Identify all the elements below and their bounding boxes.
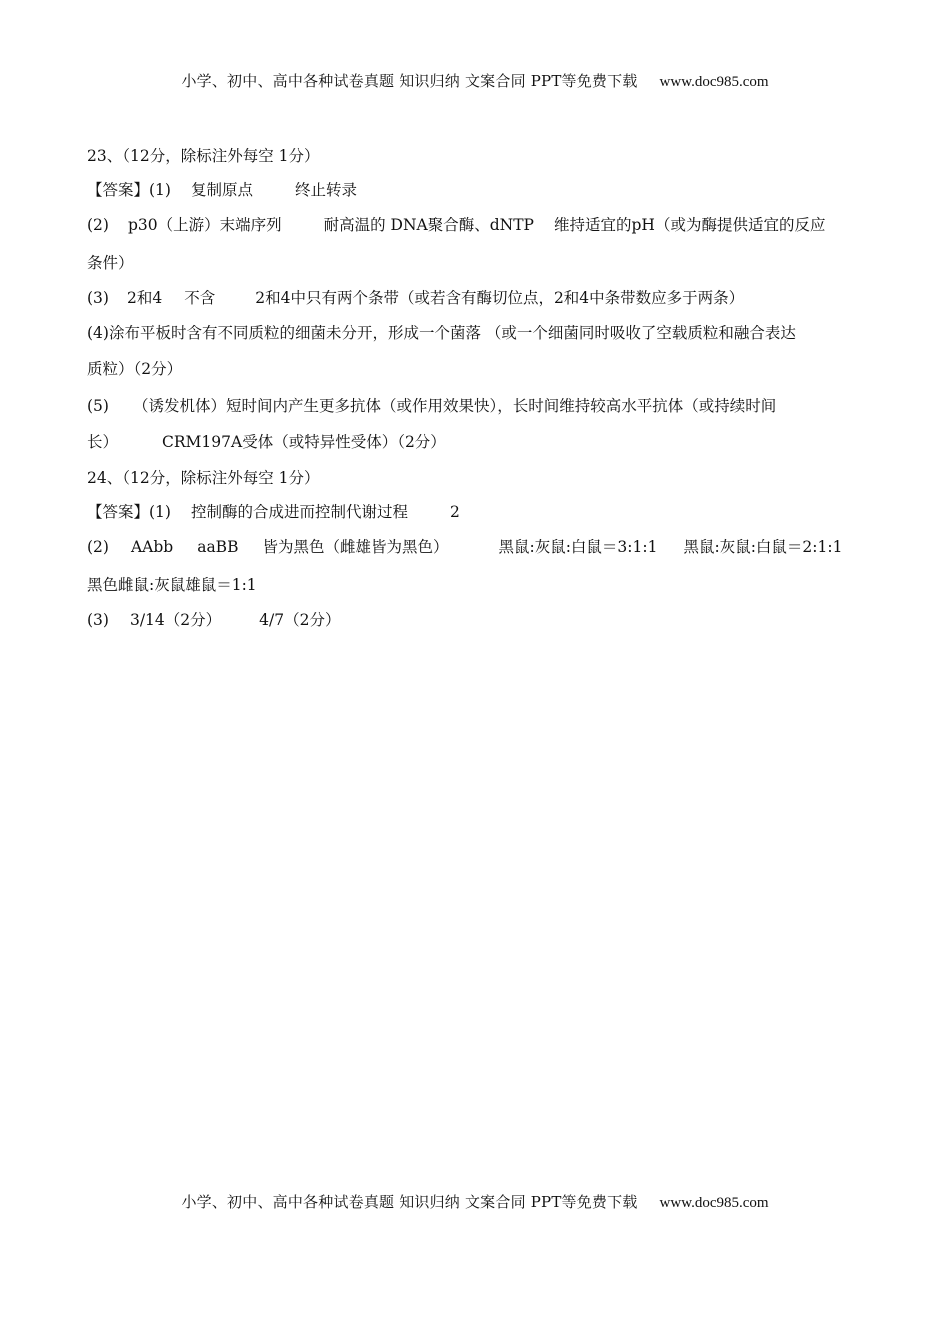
q23-title: 23、（12分，除标注外每空 1分） (87, 147, 320, 165)
answer-text: 2和4 (126, 289, 163, 307)
q23-answer-4-line2: 质粒）（2分） (87, 360, 183, 378)
q24-answer-3 (87, 609, 340, 631)
header-url[interactable]: www.doc985.com (659, 74, 769, 90)
answer-text: 控制酶的合成进而控制代谢过程 (190, 503, 408, 521)
answer-text: 2 (449, 503, 460, 521)
answer-label: (5) (87, 397, 109, 415)
q24-answer-2 (87, 536, 842, 558)
answer-text: p30（上游）末端序列 (127, 216, 282, 234)
header-text: 小学、初中、高中各种试卷真题 知识归纳 文案合同 PPT等免费下载 (181, 72, 638, 90)
q23-answer-2-cont: 条件） (87, 254, 134, 272)
q23-answer-1 (87, 179, 357, 201)
answer-text: 终止转录 (294, 181, 357, 199)
page-header (0, 70, 950, 91)
footer-url[interactable]: www.doc985.com (659, 1195, 769, 1211)
answer-label: (3) (87, 289, 109, 307)
answer-text: 维持适宜的pH（或为酶提供适宜的反应 (554, 216, 826, 234)
answer-label: 【答案】(1) (87, 181, 171, 199)
answer-text: 复制原点 (190, 181, 253, 199)
answer-label: 【答案】(1) (87, 503, 171, 521)
answer-label: (2) (87, 538, 109, 556)
answer-text: 2和4中只有两个条带（或若含有酶切位点，2和4中条带数应多于两条） (255, 289, 745, 307)
footer-text: 小学、初中、高中各种试卷真题 知识归纳 文案合同 PPT等免费下载 (181, 1193, 638, 1211)
answer-text: 长） (87, 433, 119, 451)
q23-answer-4-line1: (4)涂布平板时含有不同质粒的细菌未分开，形成一个菌落 （或一个细菌同时吸收了空载质粒和融合表达 (87, 324, 796, 342)
answer-label: (3) (87, 611, 109, 629)
answer-text: AAbb (130, 538, 174, 556)
q24-title: 24、（12分，除标注外每空 1分） (87, 469, 320, 487)
answer-text: 耐高温的 DNA聚合酶、dNTP (323, 216, 534, 234)
answer-text: 4/7（2分） (259, 611, 341, 629)
answer-text: 3/14（2分） (129, 611, 222, 629)
q23-answer-2 (87, 214, 825, 236)
answer-text: 黑鼠:灰鼠:白鼠＝3:1:1 (498, 538, 658, 556)
page-footer (0, 1191, 950, 1212)
answer-text: 皆为黑色（雌雄皆为黑色） (262, 538, 449, 556)
answer-text: （诱发机体）短时间内产生更多抗体（或作用效果快），长时间维持较高水平抗体（或持续时间 (132, 397, 777, 415)
answer-label: (2) (87, 216, 109, 234)
q23-answer-5 (87, 395, 776, 417)
answer-text: 黑鼠:灰鼠:白鼠＝2:1:1 (683, 538, 843, 556)
q23-answer-5-cont (87, 431, 446, 453)
answer-text: aaBB (197, 538, 239, 556)
answer-text: 不含 (184, 289, 216, 307)
q24-answer-2-cont: 黑色雌鼠:灰鼠雄鼠＝1:1 (87, 576, 257, 594)
q24-answer-1 (87, 501, 460, 523)
answer-text: CRM197A受体（或特异性受体）（2分） (162, 433, 446, 451)
q23-answer-3 (87, 287, 744, 309)
